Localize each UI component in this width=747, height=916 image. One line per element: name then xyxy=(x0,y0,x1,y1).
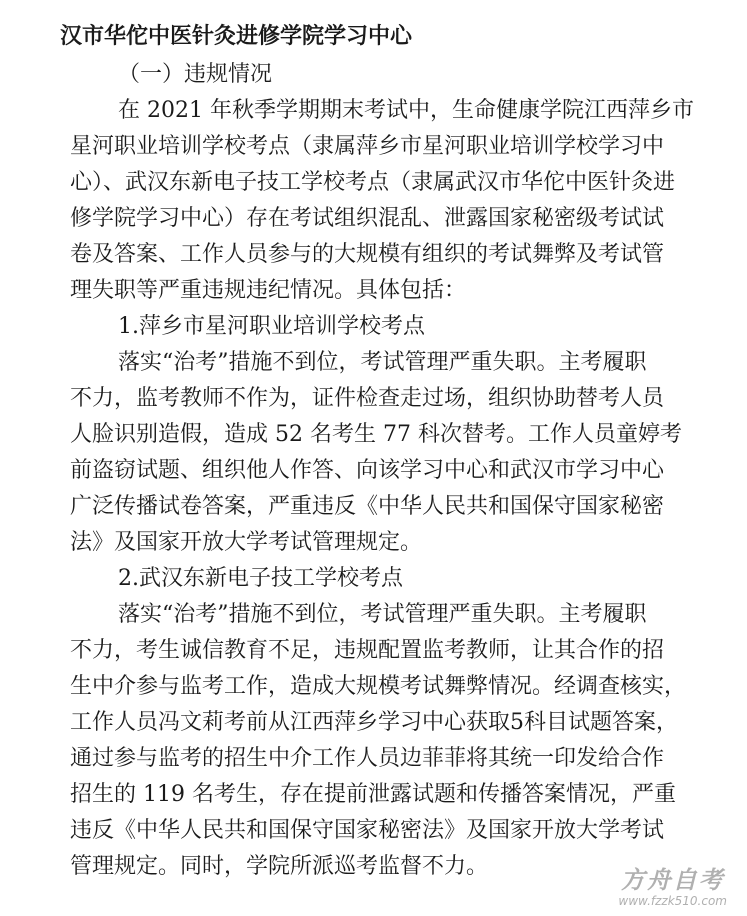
subsection-title: 2.武汉东新电子技工学校考点 xyxy=(118,566,403,591)
paragraph-line: 法》及国家开放大学考试管理规定。 xyxy=(70,530,423,555)
paragraph-line: 修学院学习中心）存在考试组织混乱、泄露国家秘密级考试试 xyxy=(70,206,665,231)
paragraph-line: 招生的 119 名考生，存在提前泄露试题和传播答案情况，严重 xyxy=(70,782,676,807)
subsection-title: 1.萍乡市星河职业培训学校考点 xyxy=(118,314,425,339)
paragraph-line: 违反《中华人民共和国保守国家秘密法》及国家开放大学考试 xyxy=(70,818,665,843)
paragraph-line: 落实“治考”措施不到位，考试管理严重失职。主考履职 xyxy=(118,350,647,375)
paragraph-line: 卷及答案、工作人员参与的大规模有组织的考试舞弊及考试管 xyxy=(70,242,665,267)
paragraph-line: 理失职等严重违规违纪情况。具体包括： xyxy=(70,278,467,303)
paragraph-line: 不力，监考教师不作为，证件检查走过场，组织协助替考人员 xyxy=(70,386,665,411)
paragraph-line: 工作人员冯文莉考前从江西萍乡学习中心获取5科目试题答案， xyxy=(70,710,678,735)
paragraph-line: 广泛传播试卷答案，严重违反《中华人民共和国保守国家秘密 xyxy=(70,494,665,519)
paragraph-line: 人脸识别造假，造成 52 名考生 77 科次替考。工作人员童婷考 xyxy=(70,422,682,447)
paragraph-line: 前盗窃试题、组织他人作答、向该学习中心和武汉市学习中心 xyxy=(70,458,665,483)
paragraph-line: 在 2021 年秋季学期期末考试中，生命健康学院江西萍乡市 xyxy=(118,98,694,123)
paragraph-line: 落实“治考”措施不到位，考试管理严重失职。主考履职 xyxy=(118,602,647,627)
heading-line: 汉市华佗中医针灸进修学院学习中心 xyxy=(60,24,413,49)
paragraph-line: 不力，考生诚信教育不足，违规配置监考教师，让其合作的招 xyxy=(70,638,665,663)
watermark-brand: 方舟自考 xyxy=(620,865,725,894)
paragraph-line: 生中介参与监考工作，造成大规模考试舞弊情况。经调查核实， xyxy=(70,674,687,699)
paragraph-line: 管理规定。同时，学院所派巡考监督不力。 xyxy=(70,854,489,879)
watermark-logo xyxy=(618,866,727,908)
paragraph-line: 心）、武汉东新电子技工学校考点（隶属武汉市华佗中医针灸进 xyxy=(70,170,676,195)
section-title: （一）违规情况 xyxy=(118,62,273,87)
paragraph-line: 通过参与监考的招生中介工作人员边菲菲将其统一印发给合作 xyxy=(70,746,665,771)
paragraph-line: 星河职业培训学校考点（隶属萍乡市星河职业培训学校学习中 xyxy=(70,134,665,159)
watermark-url: www.fzzk510.com xyxy=(618,894,727,908)
